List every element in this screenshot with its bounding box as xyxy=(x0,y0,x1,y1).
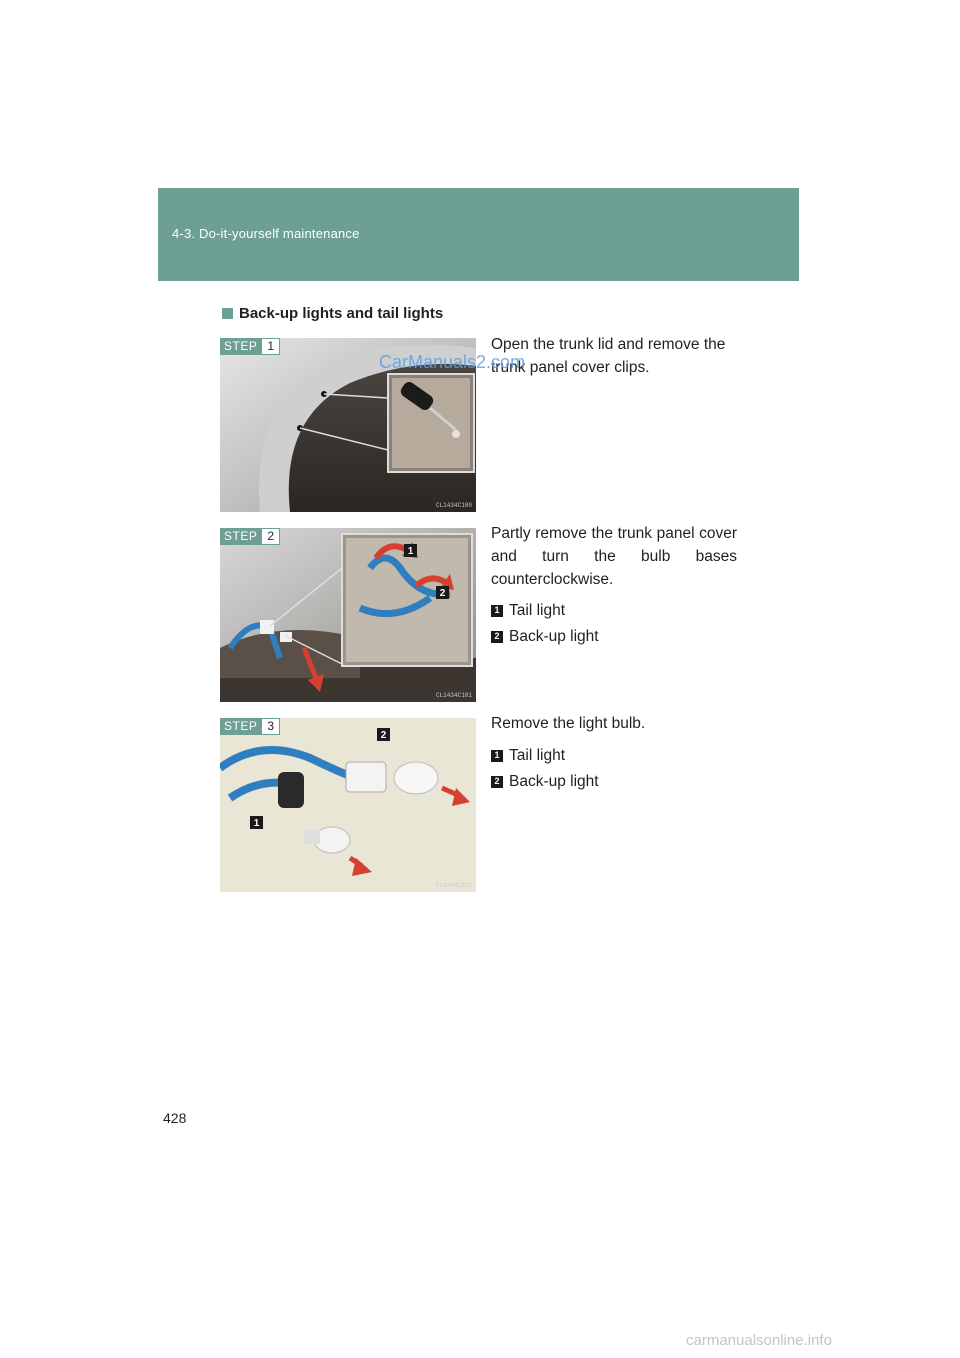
step-1-instruction: Open the trunk lid and remove the trunk panel cover clips. xyxy=(491,336,726,376)
figure-code: CL1434C102 xyxy=(435,882,472,889)
step-3-badge xyxy=(220,718,280,735)
step-2-text xyxy=(491,522,737,648)
legend-item xyxy=(491,744,737,767)
step-number: 2 xyxy=(261,528,280,545)
header-band xyxy=(158,188,799,281)
step-2-figure xyxy=(220,528,476,702)
step-3-instruction: Remove the light bulb. xyxy=(491,715,646,732)
legend-number-badge: 1 xyxy=(491,750,503,762)
figure-code: CL1434C100 xyxy=(435,502,472,509)
legend-item xyxy=(491,599,737,622)
bulb-removal-illustration xyxy=(220,718,476,892)
step-1-badge xyxy=(220,338,280,355)
step-3-text xyxy=(491,712,737,793)
legend-label: Tail light xyxy=(509,747,565,764)
step-2-badge xyxy=(220,528,280,545)
legend-item xyxy=(491,625,737,648)
square-bullet-icon xyxy=(222,308,233,319)
callout-1-label: 1 xyxy=(253,818,260,829)
step-1-text xyxy=(491,333,737,379)
step-label: STEP xyxy=(220,718,261,735)
step-number: 3 xyxy=(261,718,280,735)
step-label: STEP xyxy=(220,338,261,355)
step-label: STEP xyxy=(220,528,261,545)
legend-number-badge: 2 xyxy=(491,776,503,788)
watermark-top: CarManuals2.com xyxy=(379,352,526,372)
callout-2-label: 2 xyxy=(439,588,446,599)
section-heading-text: Back-up lights and tail lights xyxy=(239,305,444,322)
page-number: 428 xyxy=(163,1110,187,1126)
header-section-title: 4-3. Do-it-yourself maintenance xyxy=(172,226,360,241)
callout-2-label: 2 xyxy=(380,730,387,741)
legend-number-badge: 1 xyxy=(491,605,503,617)
step-number: 1 xyxy=(261,338,280,355)
step-2-instruction: Partly remove the trunk panel cover and turn the bulb bases counterclockwise. xyxy=(491,525,737,588)
legend-item xyxy=(491,770,737,793)
callout-1-label: 1 xyxy=(407,546,414,557)
legend-label: Back-up light xyxy=(509,773,599,790)
step-3-figure xyxy=(220,718,476,892)
section-heading xyxy=(222,305,443,322)
legend-label: Back-up light xyxy=(509,628,599,645)
figure-code: CL1434C101 xyxy=(435,692,472,699)
watermark-bottom: carmanualsonline.info xyxy=(686,1332,832,1349)
legend-label: Tail light xyxy=(509,602,565,619)
bulb-base-illustration xyxy=(220,528,476,702)
legend-number-badge: 2 xyxy=(491,631,503,643)
